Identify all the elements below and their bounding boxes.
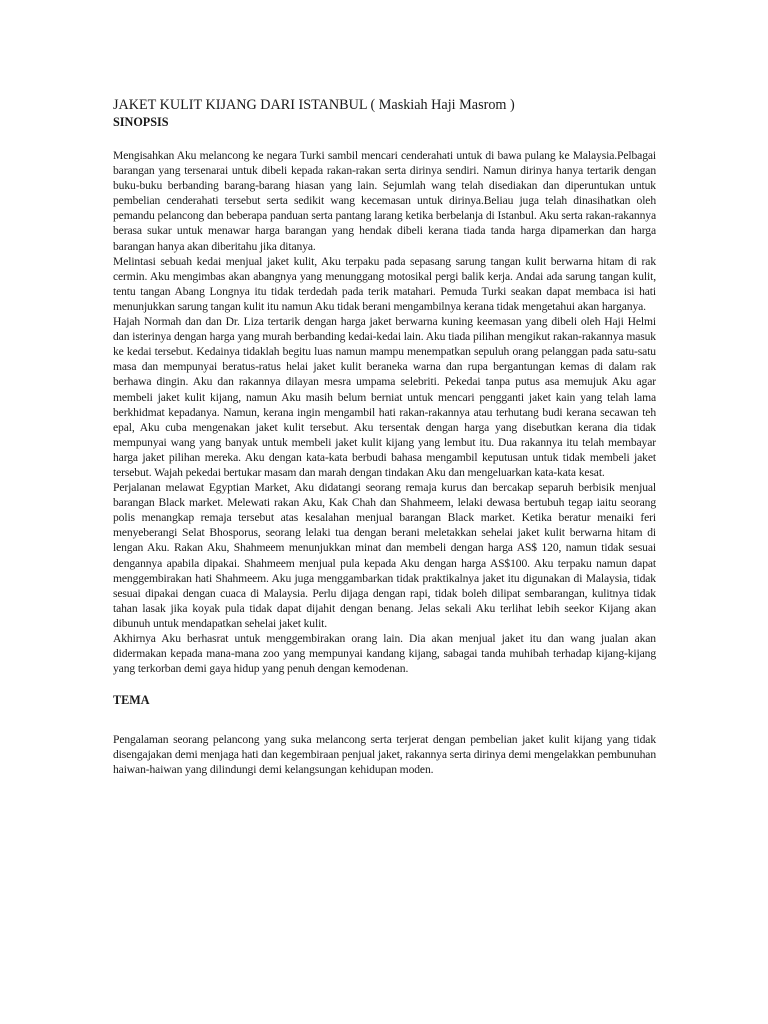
tema-heading: TEMA [113,693,150,708]
synopsis-heading: SINOPSIS [113,115,169,129]
synopsis-paragraph: Mengisahkan Aku melancong ke negara Turki sambil mencari cenderahati untuk di bawa pulang ke Malaysia.Pelbagai barangan yang tersenarai untuk dibeli kepada rakan-rakan serta dirinya sendiri. Namun dirinya hanya tertarik dengan buku-buku berbanding barang-barang hiasan yang lain. Sejumlah wang telah disediakan dan diperuntukan untuk pembelian cenderahati tersebut serta sedikit wang kecemasan untuk dirinya.Beliau juga telah dinasihatkan oleh pemandu pelancong dan beberapa panduan serta pantang larang ketika berbelanja di Istanbul. Aku serta rakan-rakannya berasa sukar untuk menawar harga barangan yang hendak dibeli kerana tiada tanda harga dipamerkan dan harga barangan hanya akan diberitahu jika ditanya. [113,149,656,253]
spacer [113,708,656,732]
synopsis-paragraph: Melintasi sebuah kedai menjual jaket kulit, Aku terpaku pada sepasang sarung tangan kulit berwarna hitam di rak cermin. Aku mengimbas akan abangnya yang menunggang motosikal pergi balik kerja. Andai ada sarung tangan kulit, tentu tangan Abang Longnya itu tidak terdedah pada terik matahari. Pemuda Turki seakan dapat membaca isi hati menunjukkan sarung tangan kulit itu namun Aku tidak berani mengambilnya kerana tidak mengetahui akan harganya. [113,254,656,313]
document-title: JAKET KULIT KIJANG DARI ISTANBUL ( Maskiah Haji Masrom ) [113,97,515,113]
synopsis-paragraph: Hajah Normah dan dan Dr. Liza tertarik dengan harga jaket berwarna kuning keemasan yang dibeli oleh Haji Helmi dan isterinya dengan harga yang murah berbanding kedai-kedai lain. Aku tiada pilihan mengikut rakan-rakannya masuk ke kedai tersebut. Kedainya tidaklah begitu luas namun mampu menempatkan sepuluh orang pelanggan pada satu-satu masa dan mempunyai beratus-ratus helai jaket kulit beraneka warna dan rupa bergantungan kemas di dalam rak berhawa dingin. Aku dan rakannya dilayan mesra umpama selebriti. Pekedai tanpa putus asa memujuk Aku agar membeli jaket kulit kijang, namun Aku masih belum berniat untuk mencari pengganti jaket kain yang telah lama berkhidmat kepadanya. Namun, kerana ingin mengambil hati rakan-rakannya atau terhutang budi kerana secawan teh epal, Aku cuba mengenakan jaket kulit tersebut. Aku tersentak dengan harga yang disebutkan kerana dia tidak mempunyai wang yang banyak untuk membeli jaket kulit kijang yang lembut itu. Dua rakannya itu telah membayar harga jaket pilihan mereka. Aku dengan kata-kata berbudi bahasa mengambil keputusan untuk tidak membeli jaket tersebut. Wajah pekedai bertukar masam dan marah dengan tindakan Aku dan mengeluarkan kata-kata kesat. [113,315,656,479]
spacer [113,676,656,692]
tema-paragraph: Pengalaman seorang pelancong yang suka melancong serta terjerat dengan pembelian jaket kulit kijang yang tidak disengajakan demi menjaga hati dan kegembiraan penjual jaket, rakannya serta dirinya demi mengelakkan pembunuhan haiwan-haiwan yang dilindungi demi kelangsungan kehidupan moden. [113,733,656,777]
synopsis-paragraph: Akhirnya Aku berhasrat untuk menggembirakan orang lain. Dia akan menjual jaket itu dan wang jualan akan didermakan kepada mana-mana zoo yang mempunyai kandang kijang, sabagai tanda muhibah terhadap kijang-kijang yang terkorban demi gaya hidup yang penuh dengan kemodenan. [113,632,656,676]
document-page [113,97,656,778]
synopsis-paragraph: Perjalanan melawat Egyptian Market, Aku didatangi seorang remaja kurus dan bercakap separuh berbisik menjual barangan Black market. Melewati rakan Aku, Kak Chah dan Shahmeem, lelaki dewasa bertubuh tegap iaitu seorang polis menangkap remaja tersebut atas kesalahan menjual barangan Black market. Ketika beratur menaiki feri menyeberangi Selat Bhosporus, seorang lelaki tua dengan berani meletakkan sehelai jaket kulit berwarna hitam di lengan Aku. Rakan Aku, Shahmeem menunjukkan minat dan membeli dengan harga AS$ 120, namun tidak sesuai dengannya apabila dipakai. Shahmeem menjual pula kepada Aku dengan harga AS$100. Aku terpaku namun dapat menggembirakan hati Shahmeem. Aku juga menggambarkan tidak praktikalnya jaket itu digunakan di Malaysia, tidak sesuai dipakai dengan cuaca di Malaysia. Perlu dijaga dengan rapi, tidak boleh dilipat sembarangan, kulitnya tidak tahan lasak jika koyak pula tidak dapat dijahit dengan benang. Jelas sekali Aku terlihat lebih seekor Kijang akan dibunuh untuk mendapatkan sehelai jaket kulit. [113,481,656,630]
spacer [113,130,656,148]
